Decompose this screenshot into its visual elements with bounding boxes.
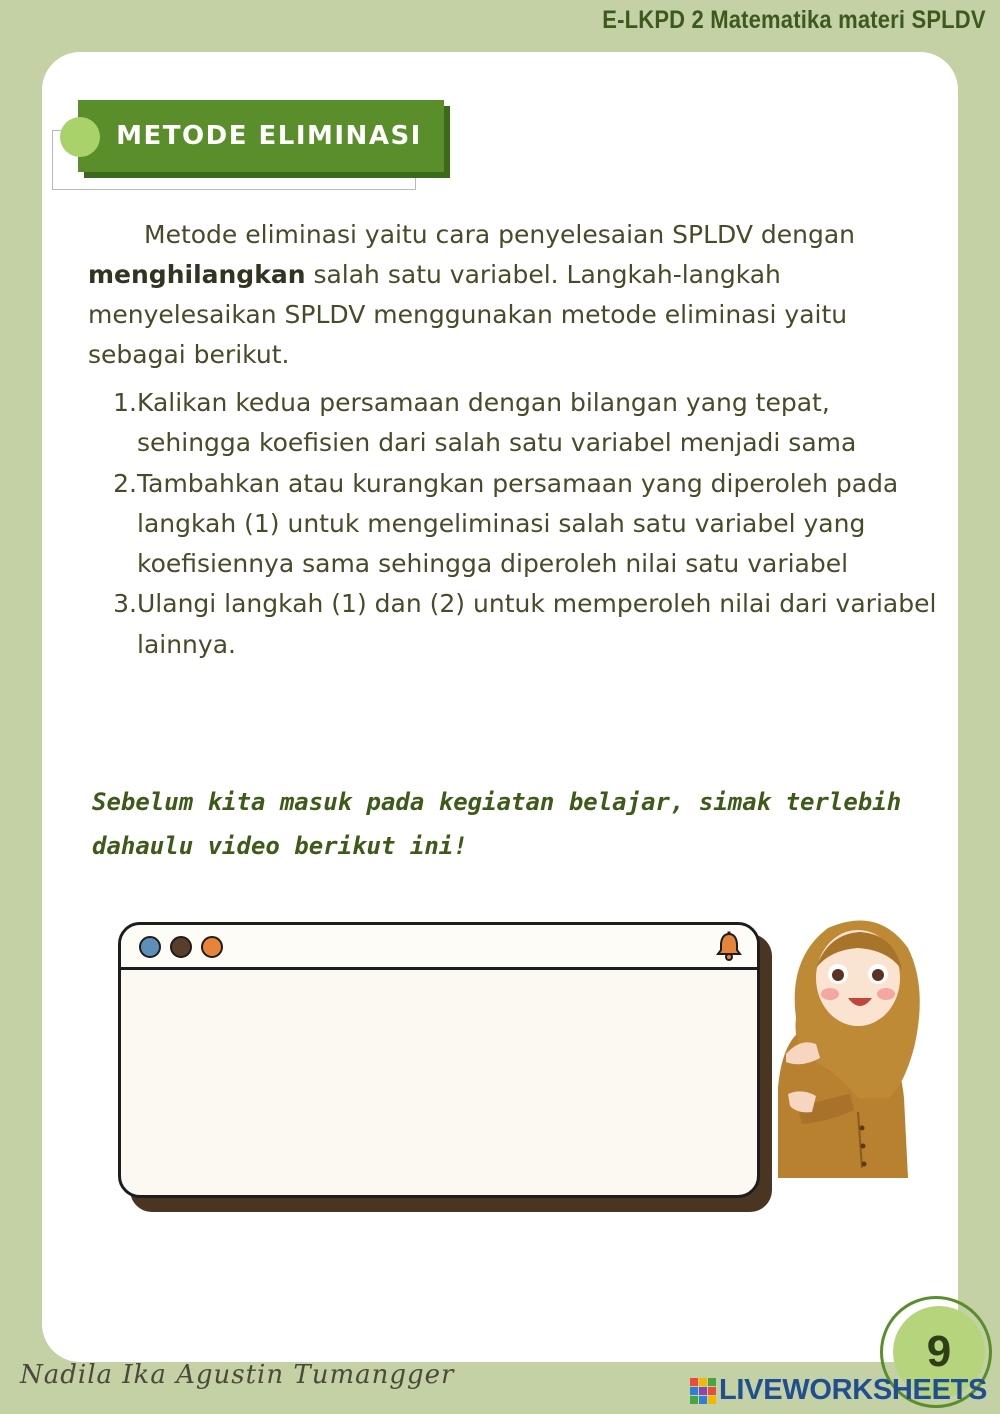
section-title-banner bbox=[78, 100, 444, 172]
step-text: Tambahkan atau kurangkan persamaan yang diperoleh pada langkah (1) untuk mengeliminasi salah satu variabel yang koefisiennya sama sehingga diperoleh nilai satu variabel bbox=[137, 468, 899, 579]
page-number: 9 bbox=[893, 1306, 985, 1398]
video-player[interactable] bbox=[118, 922, 760, 1198]
video-title-bar bbox=[121, 925, 757, 970]
liveworksheets-wordmark: LIVEWORKSHEETS bbox=[719, 1374, 988, 1406]
window-dot-orange bbox=[201, 936, 223, 958]
author-signature: Nadila Ika Agustin Tumangger bbox=[20, 1360, 455, 1390]
teacher-illustration bbox=[738, 898, 928, 1178]
video-instruction bbox=[92, 780, 912, 868]
list-item bbox=[100, 383, 940, 464]
list-item bbox=[100, 584, 940, 665]
step-text: Ulangi langkah (1) dan (2) untuk memperoleh nilai dari variabel lainnya. bbox=[137, 589, 937, 659]
step-number: 2. bbox=[113, 468, 137, 498]
step-number: 1. bbox=[113, 388, 137, 417]
step-text: Kalikan kedua persamaan dengan bilangan yang tepat, sehingga koefisien dari salah satu variabel menjadi sama bbox=[137, 388, 857, 458]
document-header-title: E-LKPD 2 Matematika materi SPLDV bbox=[602, 6, 986, 34]
video-instruction-line-2: dahaulu video berikut ini! bbox=[92, 832, 468, 860]
window-dot-blue bbox=[139, 936, 161, 958]
intro-text-end: salah satu variabel. Langkah-langkah menyelesaikan SPLDV menggunakan metode eliminasi yaitu sebagai berikut. bbox=[88, 260, 848, 369]
video-instruction-line-1: Sebelum kita masuk pada kegiatan belajar, simak terlebih bbox=[92, 788, 902, 816]
intro-text-start: Metode eliminasi yaitu cara penyelesaian SPLDV dengan bbox=[144, 220, 856, 249]
liveworksheets-logo-icon bbox=[690, 1378, 716, 1404]
liveworksheets-brand[interactable] bbox=[690, 1374, 987, 1407]
intro-bold-term: menghilangkan bbox=[88, 260, 306, 289]
section-title-dot bbox=[60, 117, 100, 157]
intro-paragraph bbox=[88, 215, 948, 375]
window-dot-brown bbox=[170, 936, 192, 958]
step-number: 3. bbox=[113, 589, 137, 619]
section-title: METODE ELIMINASI bbox=[116, 121, 422, 151]
steps-list bbox=[100, 383, 940, 665]
list-item bbox=[100, 464, 940, 585]
